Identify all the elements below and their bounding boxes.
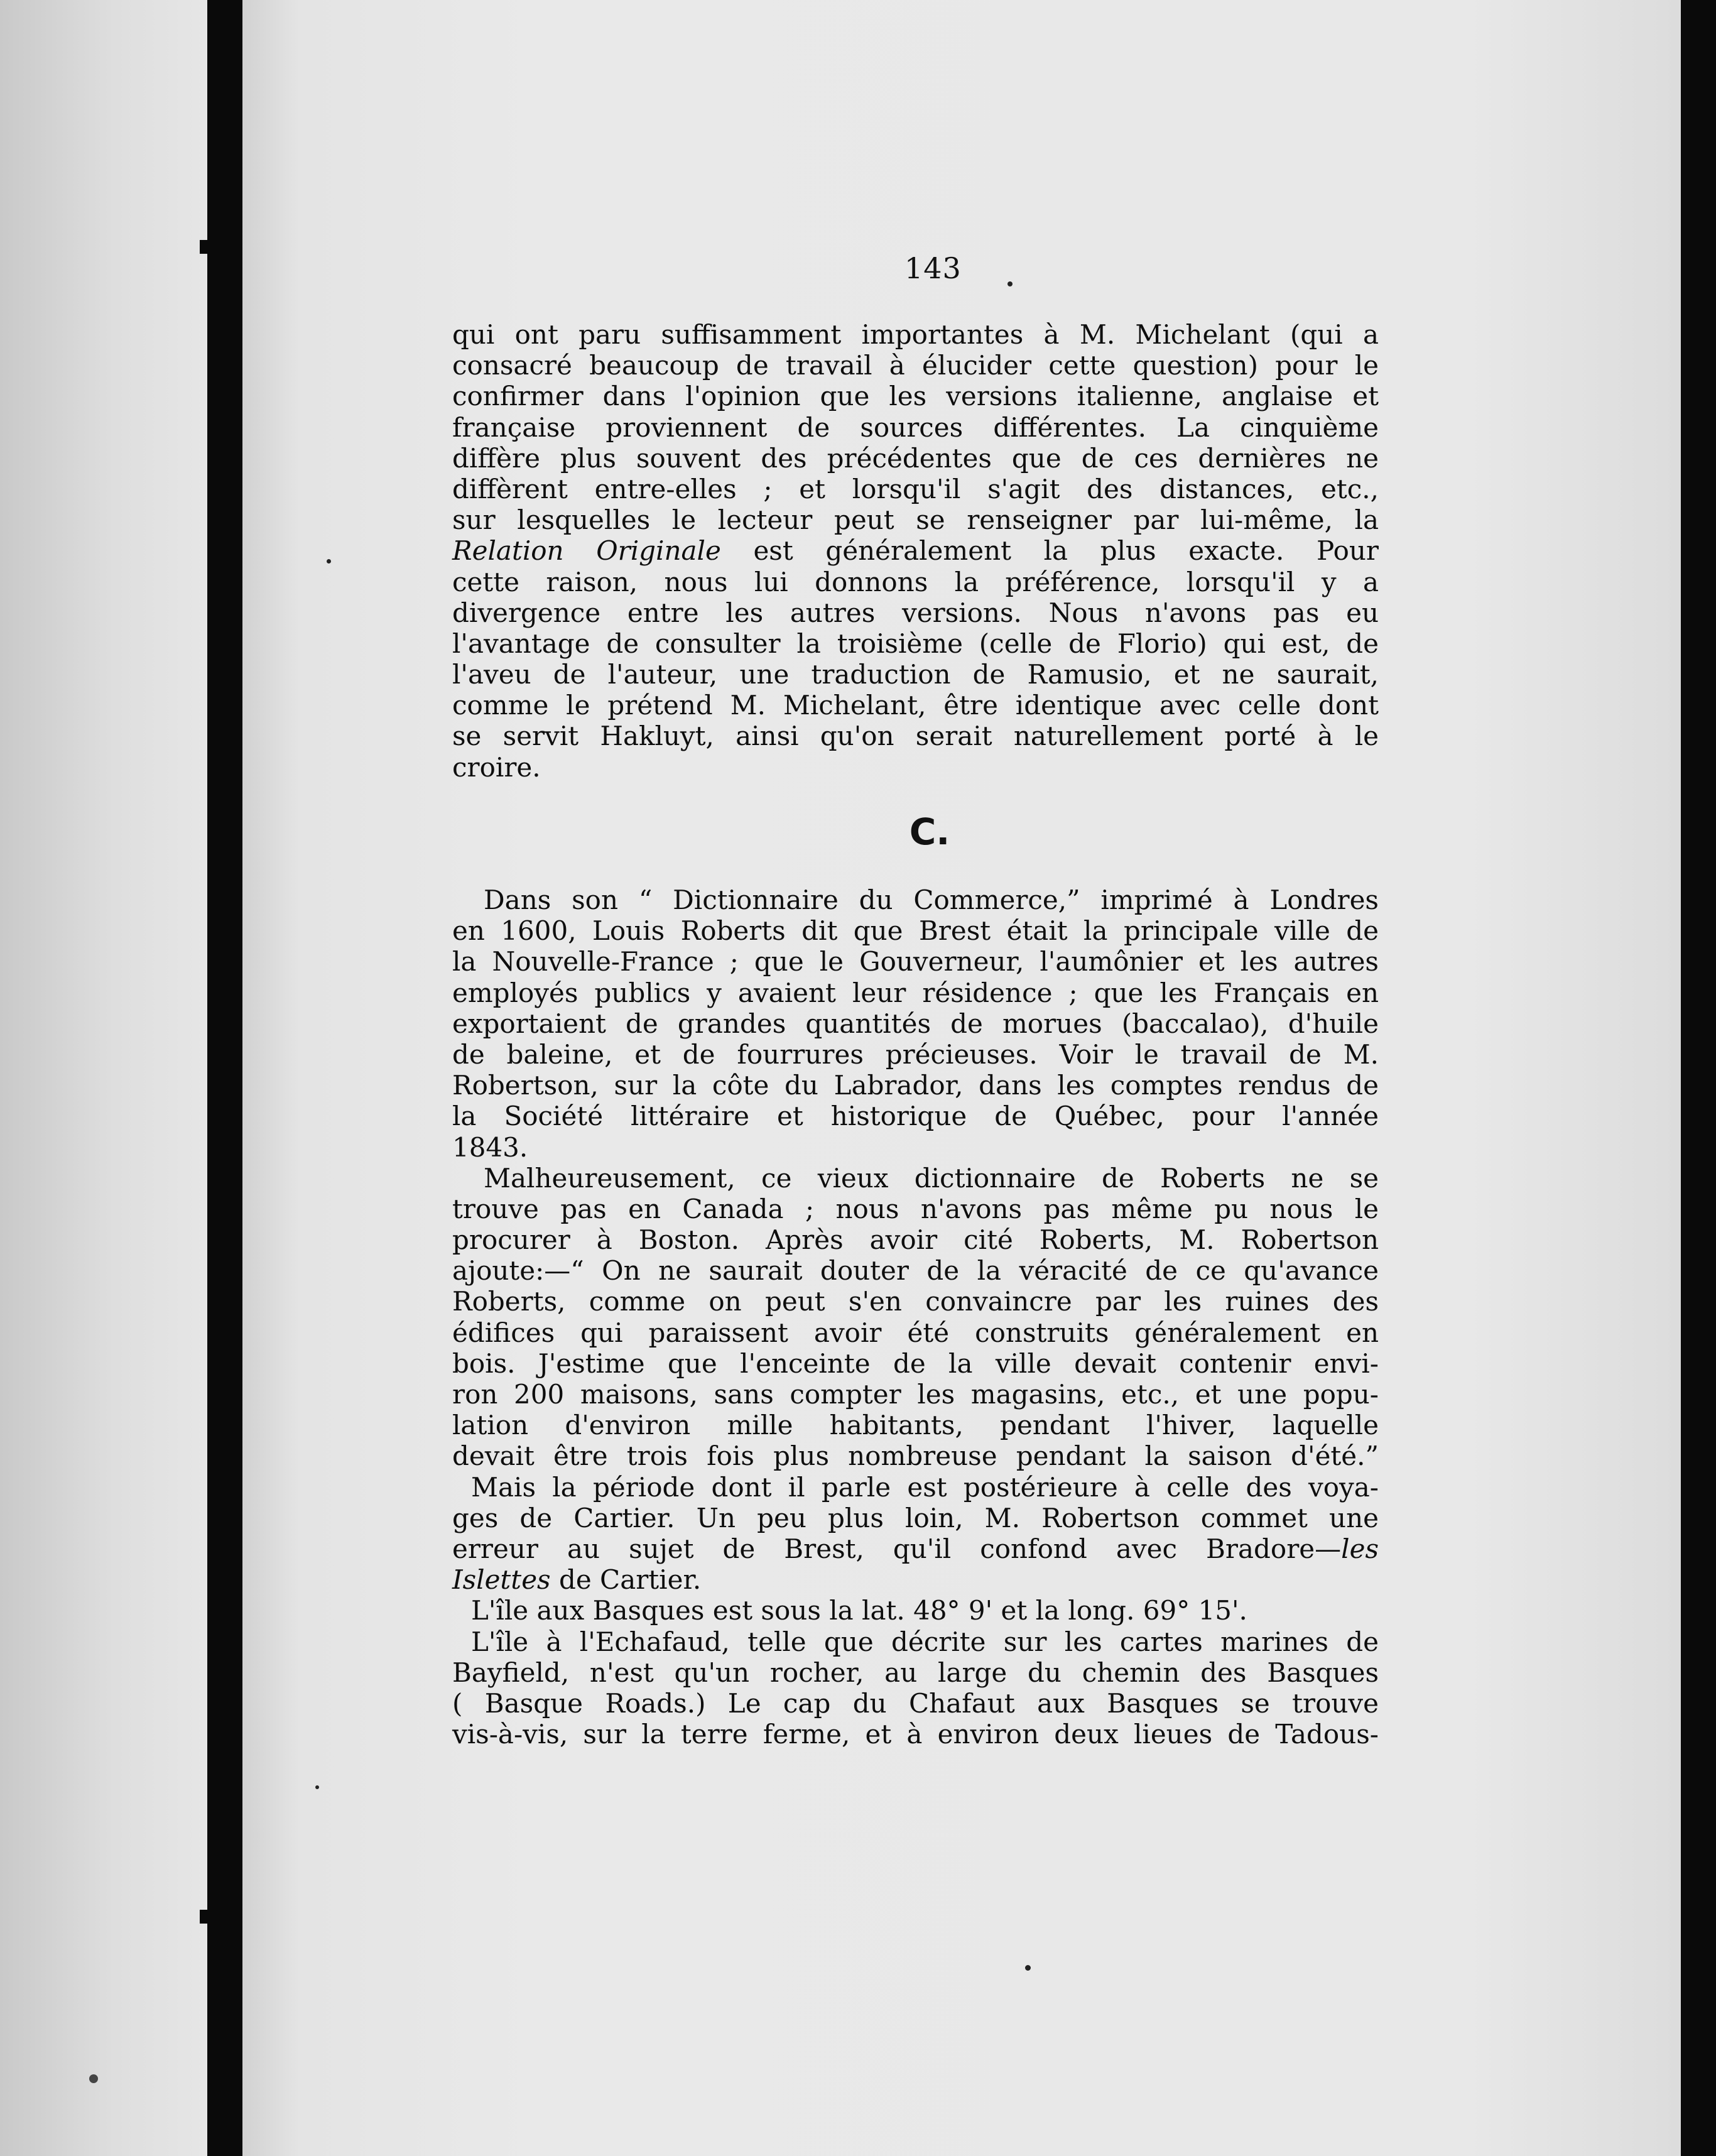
text-line: comme le prétend M. Michelant, être identique avec celle dont bbox=[452, 690, 1379, 721]
page-number: 143 bbox=[904, 251, 962, 285]
text-line: ajoute:—“ On ne saurait douter de la véracité de ce qu'avance bbox=[452, 1255, 1379, 1287]
book-gutter bbox=[207, 0, 242, 2156]
text-line: sur lesquelles le lecteur peut se renseigner par lui-même, la bbox=[452, 504, 1379, 536]
text-line: l'avantage de consulter la troisième (celle de Florio) qui est, de bbox=[452, 628, 1379, 659]
text-line: Relation Originale est généralement la plus exacte. Pour bbox=[452, 535, 1379, 567]
text-line: ( Basque Roads.) Le cap du Chafaut aux Basques se trouve bbox=[452, 1687, 1379, 1719]
text-line: cette raison, nous lui donnons la préférence, lorsqu'il y a bbox=[452, 566, 1379, 597]
spine-tick-top bbox=[200, 240, 219, 254]
text-line: Dans son “ Dictionnaire du Commerce,” imprimé à Londres bbox=[484, 885, 1379, 915]
text-line: diffère plus souvent des précédentes que de ces dernières ne bbox=[452, 442, 1379, 474]
text-line: se servit Hakluyt, ainsi qu'on serait naturellement porté à le bbox=[452, 721, 1379, 752]
text-line: 1843. bbox=[452, 1131, 528, 1163]
text-line: en 1600, Louis Roberts dit que Brest était la principale ville de bbox=[452, 915, 1379, 947]
print-speck bbox=[89, 2074, 98, 2083]
text-line: devait être trois fois plus nombreuse pendant la saison d'été.” bbox=[452, 1440, 1379, 1472]
text-line: procurer à Boston. Après avoir cité Roberts, M. Robertson bbox=[452, 1224, 1379, 1256]
text-line: édifices qui paraissent avoir été construits généralement en bbox=[452, 1317, 1379, 1348]
text-line: diffèrent entre-elles ; et lorsqu'il s'agit des distances, etc., bbox=[452, 473, 1379, 504]
text-line: lation d'environ mille habitants, pendant l'hiver, laquelle bbox=[452, 1410, 1379, 1441]
print-speck bbox=[327, 559, 331, 564]
text-line: employés publics y avaient leur résidence ; que les Français en bbox=[452, 977, 1379, 1008]
text-line: exportaient de grandes quantités de morues (baccalao), d'huile bbox=[452, 1008, 1379, 1039]
text-line: L'île aux Basques est sous la lat. 48° 9' et la long. 69° 15'. bbox=[471, 1595, 1247, 1626]
text-line: vis-à-vis, sur la terre ferme, et à environ deux lieues de Tadous- bbox=[452, 1719, 1379, 1750]
text-line: la Société littéraire et historique de Québec, pour l'année bbox=[452, 1101, 1379, 1132]
left-page-margin bbox=[0, 0, 207, 2156]
print-speck bbox=[315, 1785, 319, 1789]
text-line: erreur au sujet de Brest, qu'il confond avec Bradore—les bbox=[452, 1533, 1379, 1564]
text-line: qui ont paru suffisamment importantes à M. Michelant (qui a bbox=[452, 319, 1379, 350]
text-line: Mais la période dont il parle est postérieure à celle des voya- bbox=[471, 1471, 1379, 1503]
print-speck bbox=[1007, 281, 1013, 286]
text-line: la Nouvelle-France ; que le Gouverneur, l'aumônier et les autres bbox=[452, 946, 1379, 977]
section-heading: C. bbox=[909, 810, 950, 853]
paragraph-2 bbox=[452, 885, 1379, 1750]
text-line: Robertson, sur la côte du Labrador, dans les comptes rendus de bbox=[452, 1070, 1379, 1101]
text-line: L'île à l'Echafaud, telle que décrite sur les cartes marines de bbox=[471, 1626, 1379, 1657]
text-line: Malheureusement, ce vieux dictionnaire de Roberts ne se bbox=[484, 1162, 1379, 1194]
text-line: ges de Cartier. Un peu plus loin, M. Robertson commet une bbox=[452, 1502, 1379, 1533]
text-line: croire. bbox=[452, 751, 541, 783]
page-edge bbox=[1681, 0, 1716, 2156]
text-line: française proviennent de sources différentes. La cinquième bbox=[452, 411, 1379, 443]
text-line: Bayfield, n'est qu'un rocher, au large du chemin des Basques bbox=[452, 1657, 1379, 1688]
paragraph-1 bbox=[452, 319, 1379, 783]
text-line: consacré beaucoup de travail à élucider cette question) pour le bbox=[452, 350, 1379, 381]
text-line: l'aveu de l'auteur, une traduction de Ramusio, et ne saurait, bbox=[452, 659, 1379, 690]
text-line: trouve pas en Canada ; nous n'avons pas même pu nous le bbox=[452, 1193, 1379, 1224]
text-line: ron 200 maisons, sans compter les magasins, etc., et une popu- bbox=[452, 1379, 1379, 1410]
text-line: Islettes de Cartier. bbox=[452, 1564, 702, 1596]
spine-tick-bottom bbox=[200, 1910, 219, 1924]
text-line: Roberts, comme on peut s'en convaincre par les ruines des bbox=[452, 1286, 1379, 1317]
text-line: divergence entre les autres versions. Nous n'avons pas eu bbox=[452, 597, 1379, 628]
print-speck bbox=[1025, 1965, 1031, 1971]
text-line: confirmer dans l'opinion que les versions italienne, anglaise et bbox=[452, 381, 1379, 412]
text-line: bois. J'estime que l'enceinte de la ville devait contenir envi- bbox=[452, 1348, 1379, 1379]
text-line: de baleine, et de fourrures précieuses. Voir le travail de M. bbox=[452, 1038, 1379, 1070]
